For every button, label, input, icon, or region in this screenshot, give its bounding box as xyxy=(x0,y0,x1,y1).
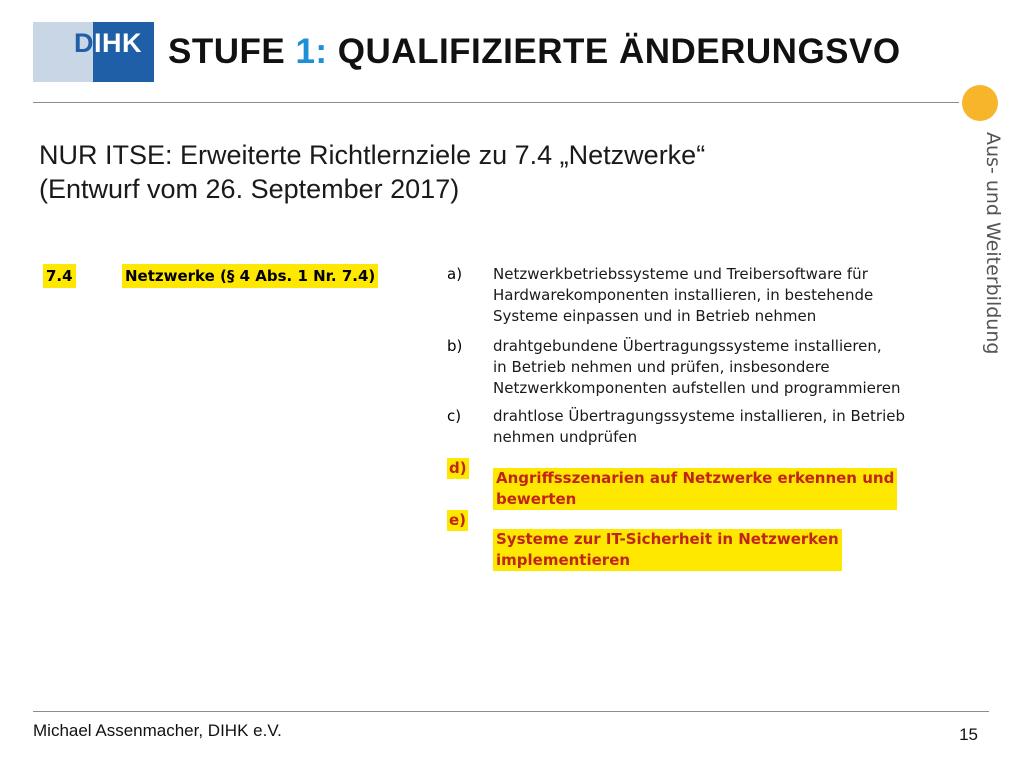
footer-author: Michael Assenmacher, DIHK e.V. xyxy=(33,721,282,740)
item-text-c: drahtlose Übertragungssysteme installieren, in Betrieb nehmen undprüfen xyxy=(493,407,905,446)
section-number: 7.4 xyxy=(43,264,76,288)
slide-title: STUFE 1: QUALIFIZIERTE ÄNDERUNGSVO xyxy=(168,32,901,71)
footer-divider xyxy=(33,711,989,712)
item-letter-d: d) xyxy=(449,459,467,477)
subtitle-line-2: (Entwurf vom 26. September 2017) xyxy=(39,174,460,204)
item-letter-c: c) xyxy=(447,407,462,425)
orange-dot-icon xyxy=(962,85,998,121)
item-text-a: Netzwerkbetriebssysteme und Treibersoftware für Hardwarekomponenten installieren, in bestehende Systeme einpassen und in Betrieb nehmen xyxy=(493,265,874,325)
item-letter-e: e) xyxy=(449,511,467,529)
item-text-e: Systeme zur IT-Sicherheit in Netzwerken implementieren xyxy=(493,529,842,571)
item-letter-a: a) xyxy=(447,265,463,283)
header-divider xyxy=(33,102,959,103)
page-number: 15 xyxy=(959,725,978,744)
subtitle-line-1: NUR ITSE: Erweiterte Richtlernziele zu 7.4 „Netzwerke“ xyxy=(39,140,706,170)
item-text-b: drahtgebundene Übertragungssysteme installieren, in Betrieb nehmen und prüfen, insbesondere Netzwerkkomponenten aufstellen und programmieren xyxy=(493,337,901,397)
item-letter-b: b) xyxy=(447,337,463,355)
dihk-logo-text: DIHK xyxy=(74,28,142,58)
sidebar-vertical-label: Aus- und Weiterbildung xyxy=(982,132,1004,355)
slide-subtitle xyxy=(39,138,839,206)
item-text-d: Angriffsszenarien auf Netzwerke erkennen und bewerten xyxy=(493,468,897,510)
section-title: Netzwerke (§ 4 Abs. 1 Nr. 7.4) xyxy=(122,264,378,288)
